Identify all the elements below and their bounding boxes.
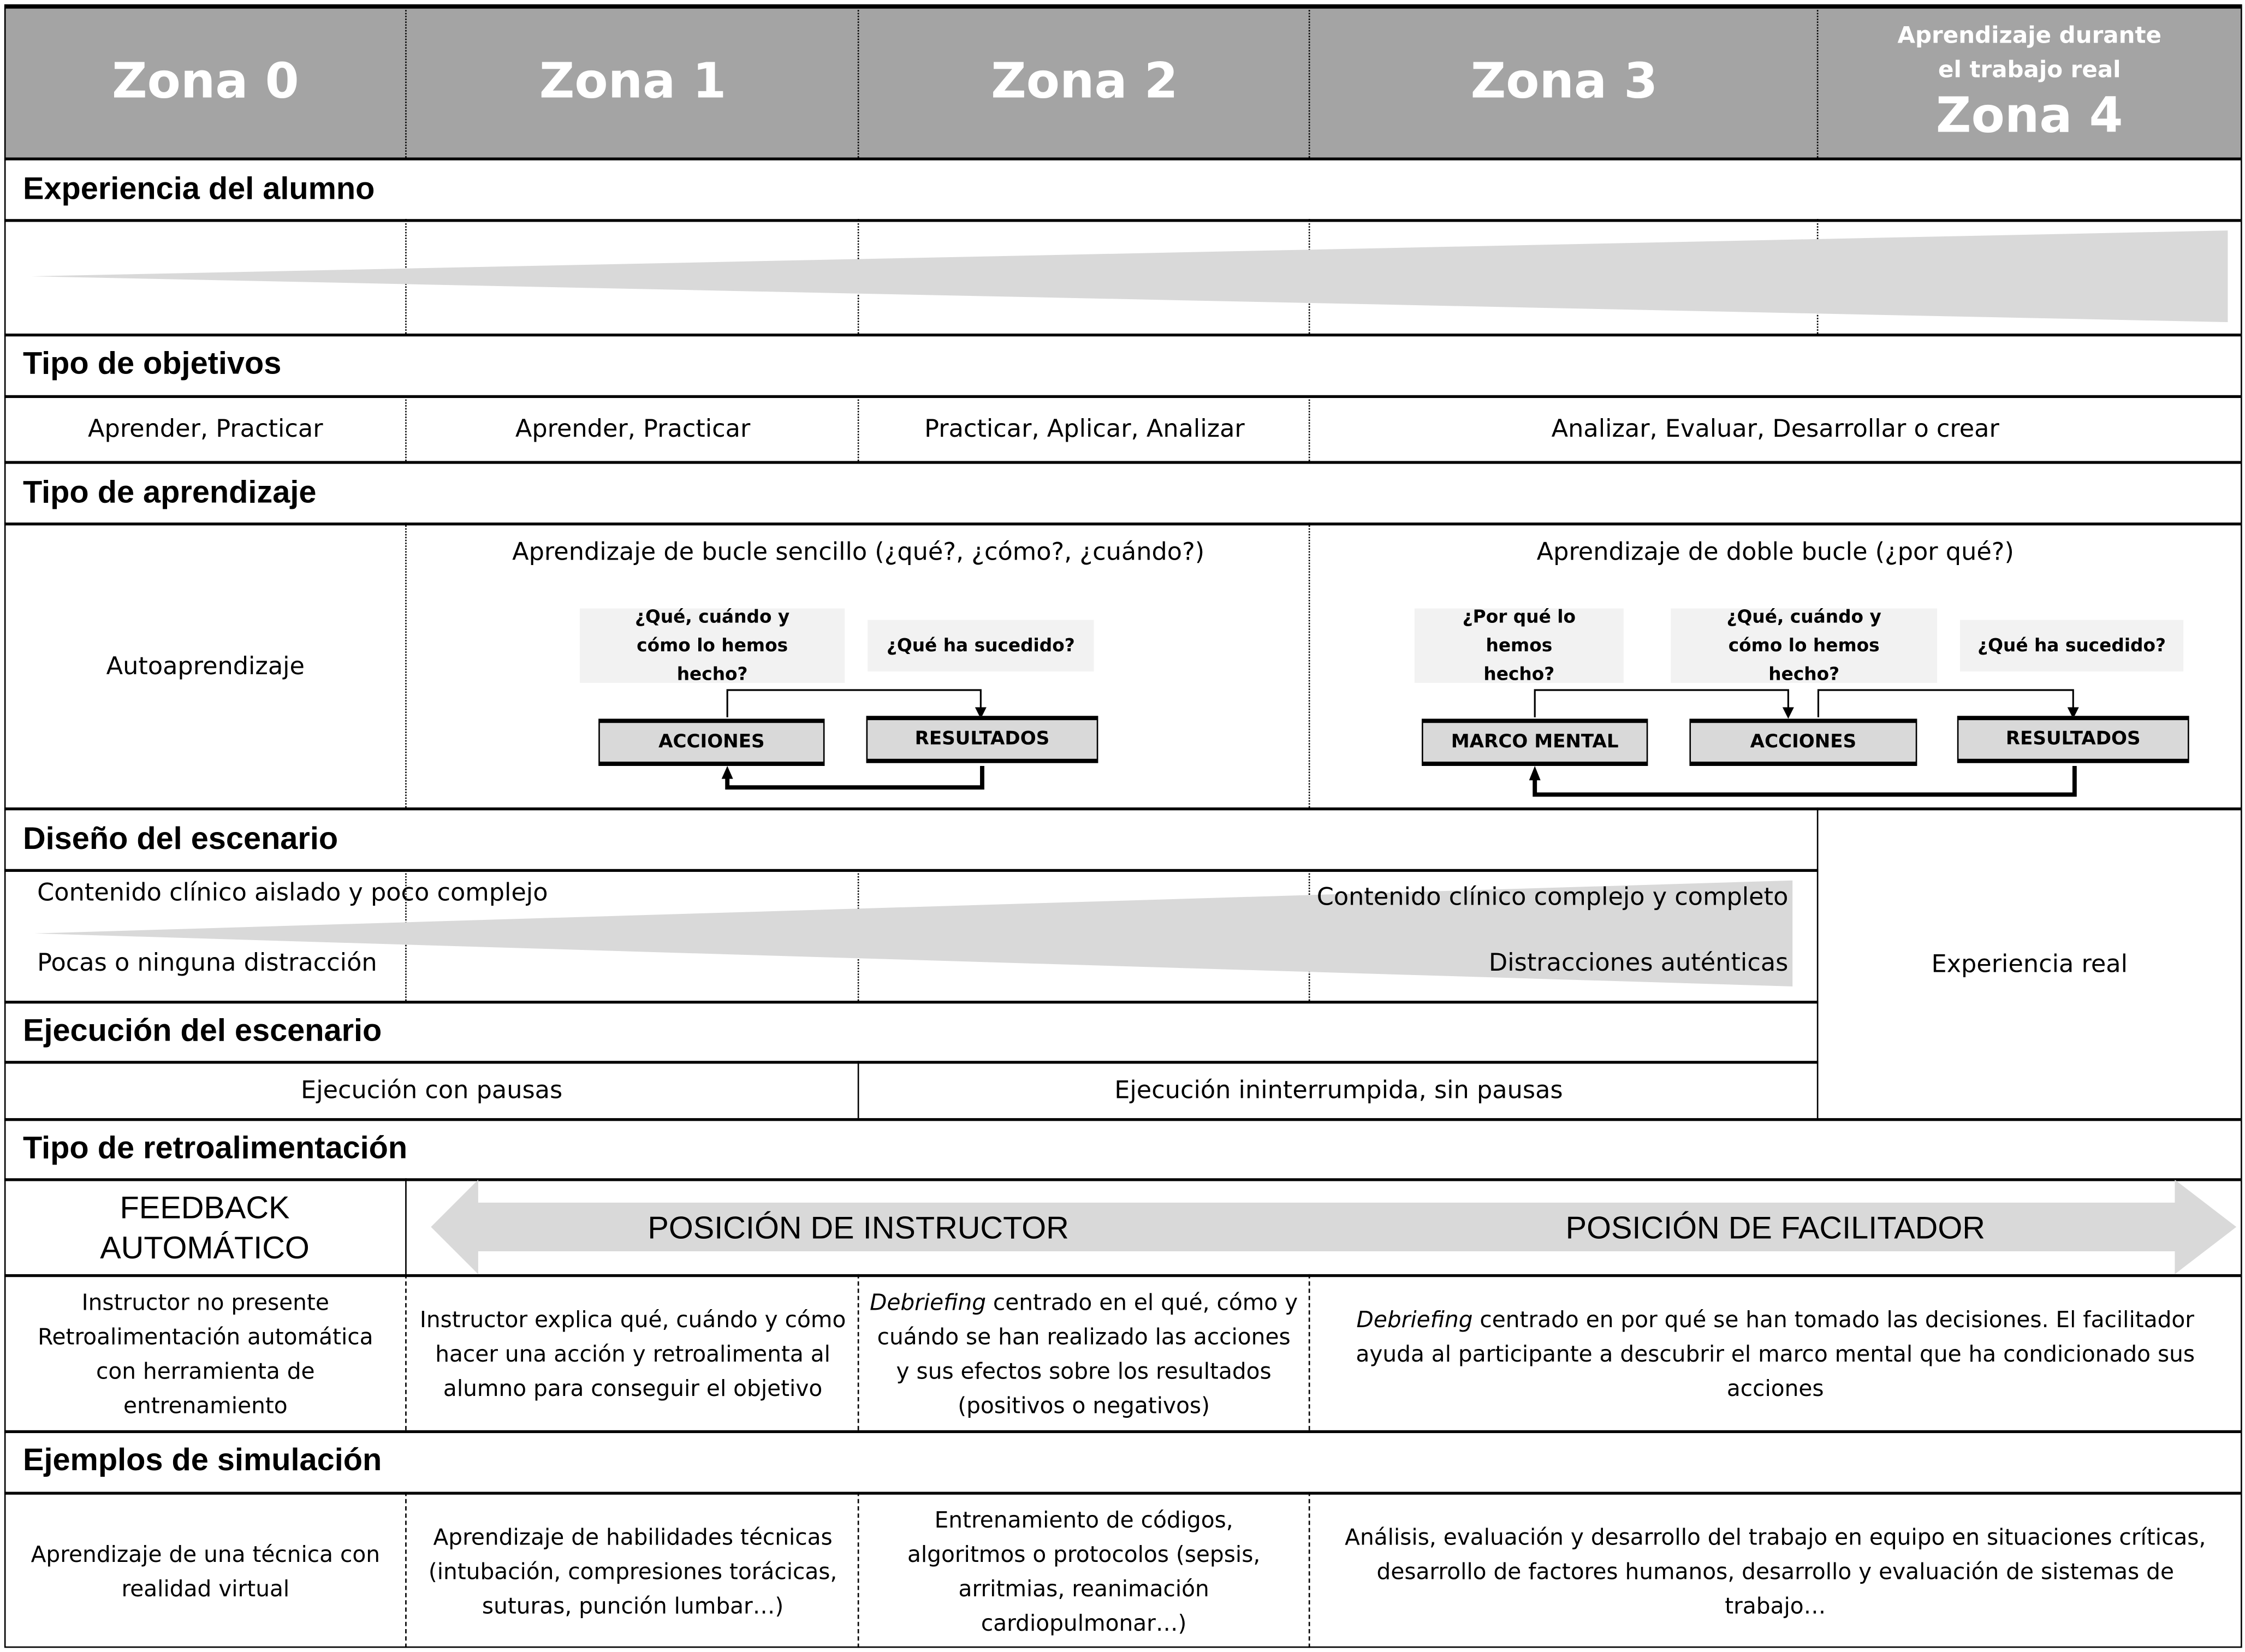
single-loop-question-2: ¿Qué ha sucedido? [868, 620, 1094, 671]
feedback-automatico [4, 1181, 405, 1274]
section-title-experiencia: Experiencia del alumno [22, 170, 375, 206]
zone-divider [405, 1492, 407, 1648]
retro-zone-3-text [1325, 1303, 2226, 1406]
objetivos-zone-1: Aprender, Practicar [515, 415, 751, 444]
feedback-line-2: AUTOMÁTICO [100, 1229, 310, 1265]
zone-4-subtitle-1: Aprendizaje durante [1897, 21, 2161, 49]
experiencia-real: Experiencia real [1931, 949, 2128, 979]
zone-4-label: Zona 4 [1935, 87, 2123, 145]
zone-4-subtitle-2: el trabajo real [1938, 56, 2121, 84]
ejemplo-zone-0: Aprendizaje de una técnica con realidad virtual [31, 1541, 381, 1602]
retro-zone-3-italic: Debriefing [1356, 1307, 1473, 1333]
zone-0-label: Zona 0 [111, 53, 299, 110]
diseno-left-top: Contenido clínico aislado y poco complejo [37, 879, 548, 908]
divider [4, 1430, 2241, 1433]
autoaprendizaje: Autoaprendizaje [106, 652, 305, 681]
retro-zone-0: Instructor no presente Retroalimentación automática con herramienta de entrenamiento [38, 1289, 373, 1418]
double-loop-acciones-box: ACCIONES [1689, 718, 1917, 766]
divider [4, 1118, 2241, 1121]
retro-zone-3-rest: centrado en por qué se han tomado las decisiones. El facilitador ayuda al participante a descubrir el marco mental que ha condicionado sus acciones [1356, 1307, 2195, 1402]
section-title-ejemplos: Ejemplos de simulación [22, 1441, 382, 1478]
section-title-retro: Tipo de retroalimentación [22, 1130, 408, 1166]
ejemplo-zone-2: Entrenamiento de códigos, algoritmos o protocolos (sepsis, arritmias, reanimación cardiopulmonar…) [907, 1507, 1261, 1636]
section-title-diseno: Diseño del escenario [22, 820, 338, 857]
section-title-objetivos: Tipo de objetivos [22, 344, 282, 381]
zone-divider [405, 1274, 407, 1430]
posicion-instructor: POSICIÓN DE INSTRUCTOR [648, 1209, 1069, 1246]
double-loop-resultados-box: RESULTADOS [1957, 716, 2189, 763]
retro-zone-2-text [868, 1285, 1300, 1423]
posicion-facilitador: POSICIÓN DE FACILITADOR [1565, 1209, 1985, 1246]
single-loop-acciones-box: ACCIONES [598, 718, 824, 766]
double-loop-marco-mental-box: MARCO MENTAL [1422, 718, 1648, 766]
double-loop-question-3: ¿Qué ha sucedido? [1960, 620, 2183, 671]
retro-zone-3-4 [1325, 1277, 2226, 1430]
ejemplo-zone-1: Aprendizaje de habilidades técnicas (intubación, compresiones torácicas, suturas, punción lumbar…) [428, 1524, 838, 1619]
single-loop-question-1: ¿Qué, cuándo y cómo lo hemos hecho? [580, 609, 845, 683]
objetivos-zone-2: Practicar, Aplicar, Analizar [924, 415, 1245, 444]
divider [4, 1001, 1819, 1003]
single-loop-resultados-box: RESULTADOS [866, 716, 1098, 763]
zone-2-label: Zona 2 [991, 53, 1178, 110]
double-loop-question-2: ¿Qué, cuándo y cómo lo hemos hecho? [1671, 609, 1937, 683]
ejecucion-con-pausas: Ejecución con pausas [301, 1077, 563, 1106]
section-title-aprendizaje: Tipo de aprendizaje [22, 474, 317, 510]
zone-divider [1309, 1274, 1310, 1430]
diseno-right-top: Contenido clínico complejo y completo [1316, 883, 1789, 912]
ejecucion-sin-pausas: Ejecución ininterrumpida, sin pausas [1114, 1077, 1563, 1106]
retro-zone-2 [868, 1277, 1300, 1430]
feedback-line-1: FEEDBACK [120, 1189, 290, 1225]
zone-3-label: Zona 3 [1470, 53, 1658, 110]
single-loop-title: Aprendizaje de bucle sencillo (¿qué?, ¿cómo?, ¿cuándo?) [512, 538, 1205, 567]
diseno-right-bottom: Distracciones auténticas [1488, 949, 1789, 978]
ejemplo-zone-3-4: Análisis, evaluación y desarrollo del trabajo en equipo en situaciones críticas, desarrollo de factores humanos, desarrollo y evaluación de sistemas de trabajo… [1345, 1524, 2206, 1619]
objetivos-zone-3-4: Analizar, Evaluar, Desarrollar o crear [1551, 415, 1999, 444]
zone-1-label: Zona 1 [539, 53, 727, 110]
double-loop-title: Aprendizaje de doble bucle (¿por qué?) [1536, 538, 2014, 567]
zone-divider [858, 1492, 859, 1648]
double-loop-question-1: ¿Por qué lo hemos hecho? [1415, 609, 1624, 683]
objetivos-zone-0: Aprender, Practicar [88, 415, 323, 444]
retro-zone-2-italic: Debriefing [870, 1289, 987, 1315]
retro-zone-2-rest: centrado en el qué, cómo y cuándo se han realizado las acciones y sus efectos sobre los resultados (positivos o negativos) [877, 1289, 1298, 1418]
retro-zone-1: Instructor explica qué, cuándo y cómo hacer una acción y retroalimenta al alumno para conseguir el objetivo [419, 1306, 846, 1401]
zone-divider [1309, 1492, 1310, 1648]
section-title-ejecucion: Ejecución del escenario [22, 1012, 382, 1048]
zone-divider [858, 1274, 859, 1430]
diseno-left-bottom: Pocas o ninguna distracción [37, 949, 377, 978]
